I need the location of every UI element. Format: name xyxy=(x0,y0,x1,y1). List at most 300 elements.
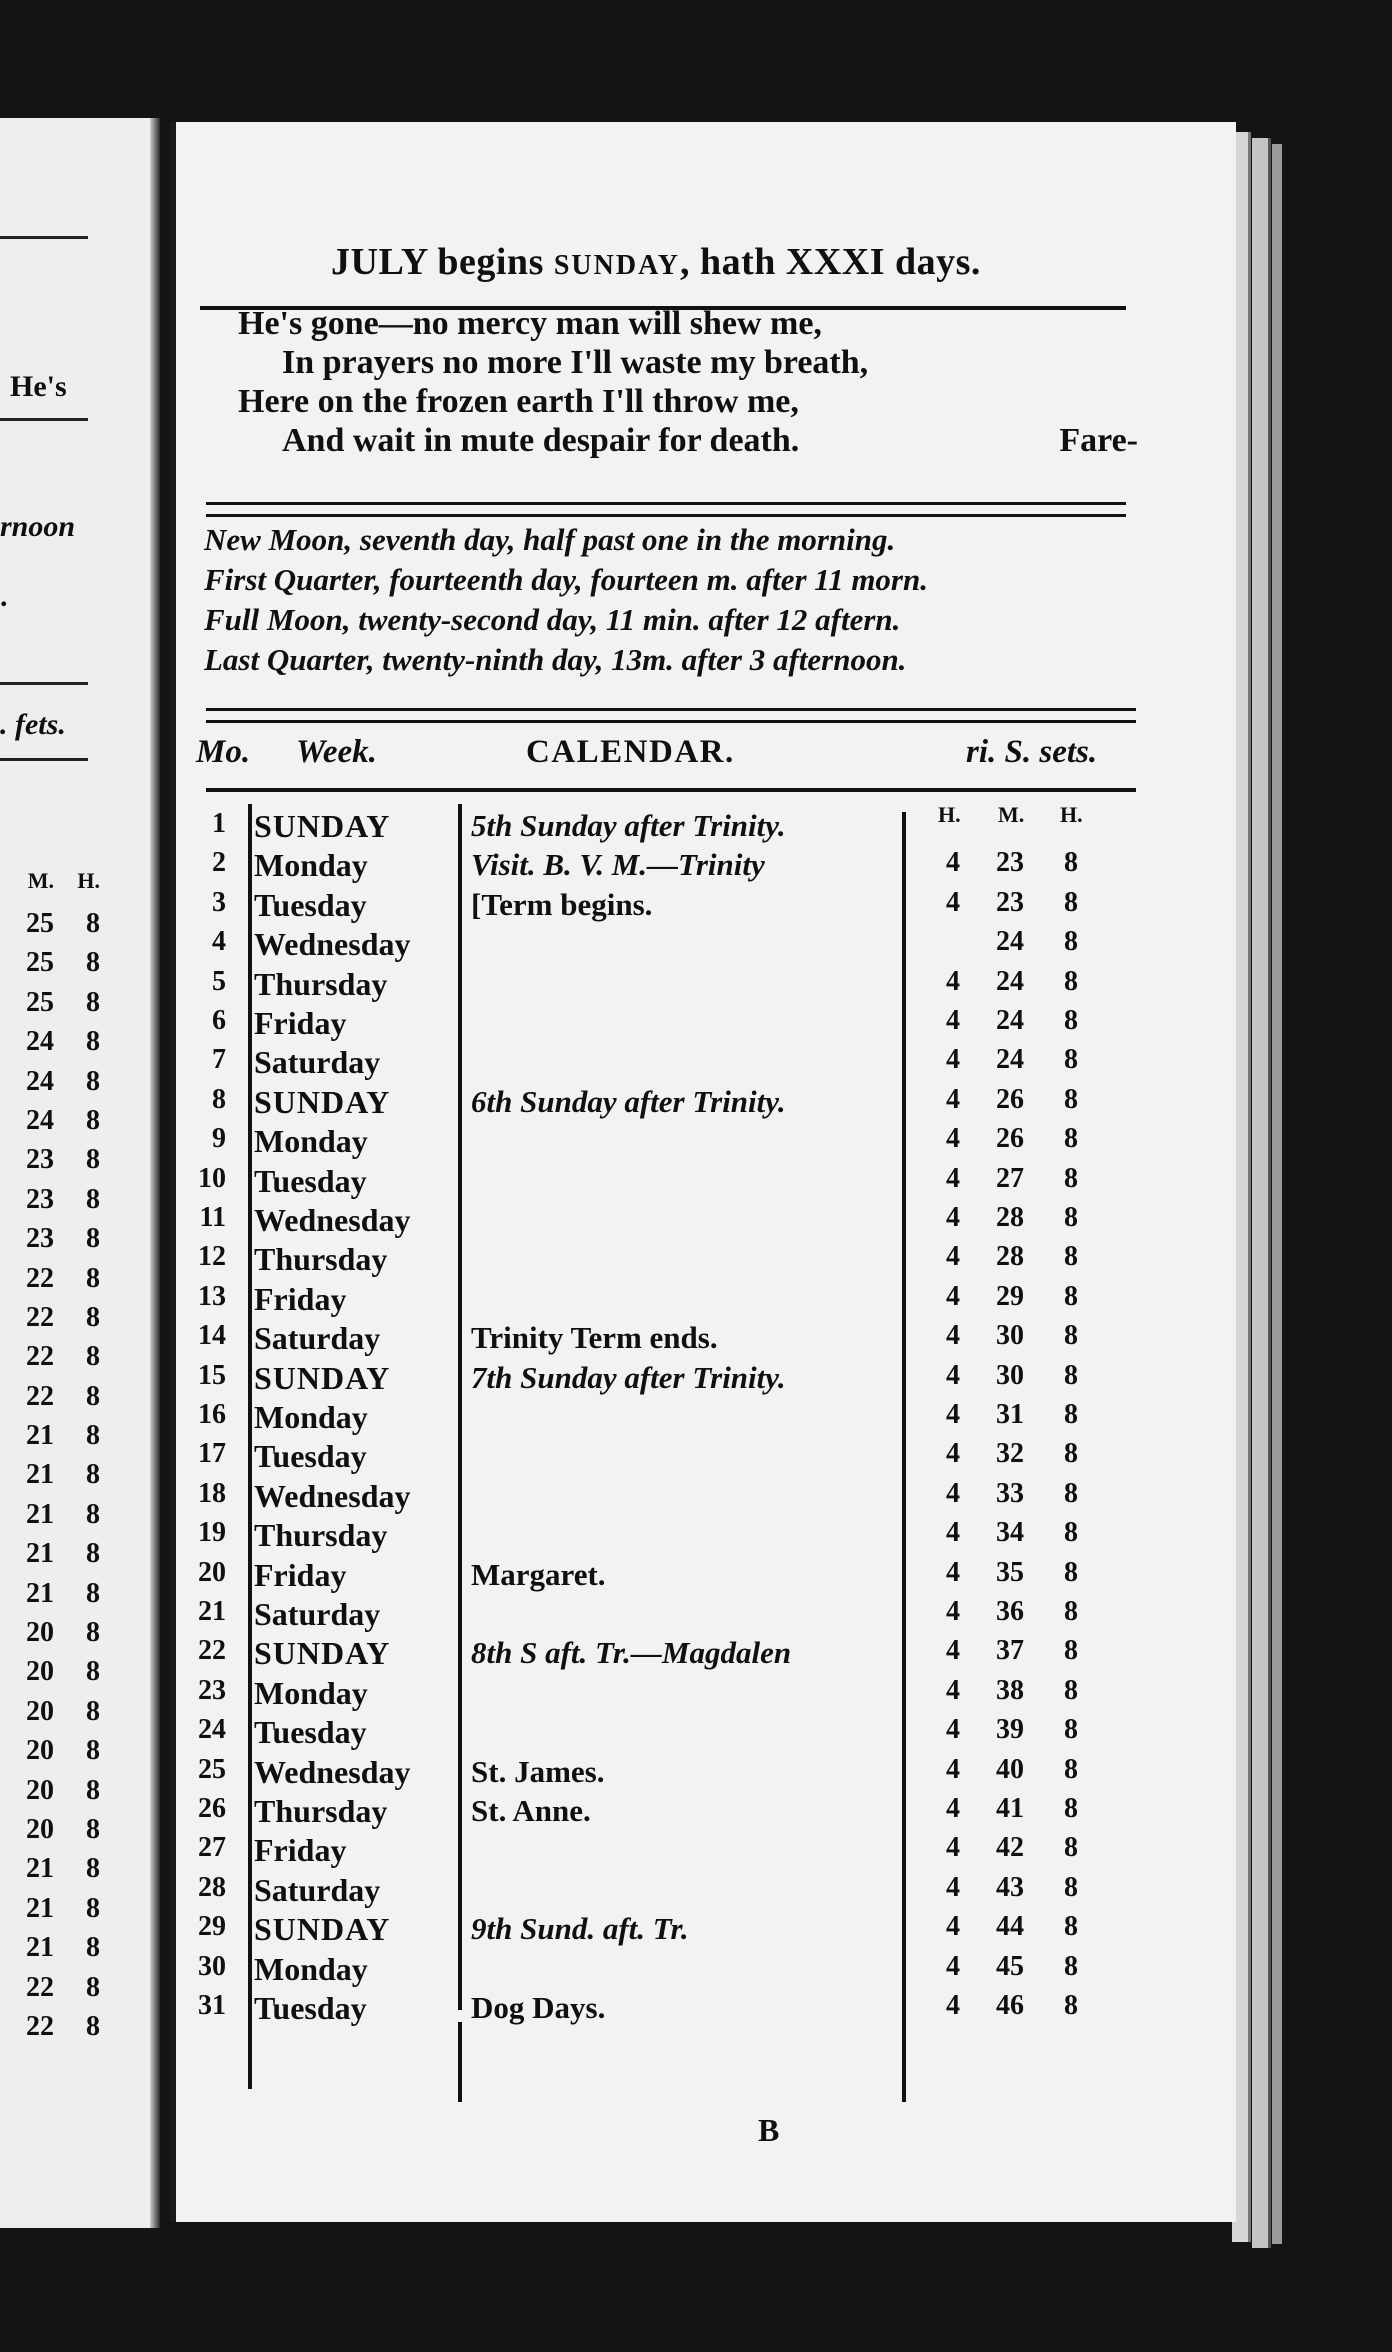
day-number: 12 xyxy=(198,1241,226,1273)
day-number: 13 xyxy=(198,1280,226,1312)
verse-rule xyxy=(206,502,1126,505)
calendar-row xyxy=(176,1793,1136,1832)
calendar-row xyxy=(176,1754,1136,1793)
left-row xyxy=(0,1420,100,1459)
sunset-hour-right: 8 xyxy=(1064,1202,1078,1233)
sunset-hour-right: 8 xyxy=(1064,1793,1078,1824)
left-row-hour: 8 xyxy=(86,947,100,979)
calendar-row xyxy=(176,1675,1136,1714)
weekday: SUNDAY xyxy=(254,1635,391,1672)
calendar-row xyxy=(176,847,1136,886)
sunset-hour-right: 8 xyxy=(1064,1320,1078,1352)
left-fragment-text: . fets. xyxy=(0,708,66,741)
left-row-minutes: 22 xyxy=(26,1341,54,1373)
left-row-hour: 8 xyxy=(86,2010,100,2042)
moon-phase-line: Full Moon, twenty-second day, 11 min. after 12 aftern. xyxy=(204,602,901,637)
calendar-row xyxy=(176,1320,1136,1359)
calendar-row xyxy=(176,1517,1136,1556)
calendar-row xyxy=(176,1399,1136,1438)
left-row-hour: 8 xyxy=(86,1262,100,1294)
weekday: Wednesday xyxy=(254,926,411,963)
title-part1: JULY begins xyxy=(331,241,554,283)
left-row xyxy=(0,1381,100,1420)
left-row-minutes: 20 xyxy=(26,1735,54,1767)
sunset-hour: 4 xyxy=(946,1517,960,1549)
weekday: Thursday xyxy=(254,1241,388,1278)
col-week: Week. xyxy=(296,734,377,770)
day-number: 4 xyxy=(212,926,226,958)
left-row-hour: 8 xyxy=(86,1695,100,1727)
left-row-hour: 8 xyxy=(86,1892,100,1924)
left-row-hour: 8 xyxy=(86,1420,100,1452)
left-row xyxy=(0,1735,100,1774)
sunset-hour: 4 xyxy=(946,1005,960,1036)
calendar-row xyxy=(176,1872,1136,1911)
sunset-hour-right: 8 xyxy=(1064,1990,1078,2021)
calendar-row xyxy=(176,1281,1136,1320)
sunset-minute: 46 xyxy=(996,1990,1024,2021)
left-row-hour: 8 xyxy=(86,1577,100,1609)
left-row-minutes: 21 xyxy=(26,1459,54,1491)
col-mo: Mo. xyxy=(196,734,251,770)
sunset-hour: 4 xyxy=(946,1399,960,1430)
left-row-minutes: 24 xyxy=(26,1026,54,1058)
sunset-minute: 30 xyxy=(996,1359,1024,1391)
sunset-hour-right: 8 xyxy=(1064,1674,1078,1706)
signature-mark: B xyxy=(758,2112,780,2148)
sunset-hour-right: 8 xyxy=(1064,1123,1078,1155)
left-row-hour: 8 xyxy=(86,1183,100,1215)
sunset-hour: 4 xyxy=(946,1793,960,1824)
moon-phase-line: New Moon, seventh day, half past one in the morning. xyxy=(204,522,896,557)
left-row xyxy=(0,987,100,1026)
sunset-hour-right: 8 xyxy=(1064,1438,1078,1470)
day-number: 28 xyxy=(198,1871,226,1903)
day-number: 23 xyxy=(198,1674,226,1706)
left-header-h: H. xyxy=(77,868,100,893)
weekday: Saturday xyxy=(254,1044,381,1081)
page-gutter-shadow xyxy=(150,118,160,2228)
left-sunset-column xyxy=(0,908,100,2050)
left-row xyxy=(0,947,100,986)
day-number: 21 xyxy=(198,1596,226,1627)
calendar-row xyxy=(176,1163,1136,1202)
sunset-hour: 4 xyxy=(946,1359,960,1391)
left-row xyxy=(0,1066,100,1105)
sunset-minute: 33 xyxy=(996,1477,1024,1509)
weekday: Friday xyxy=(254,1280,347,1317)
left-page-fragment xyxy=(0,118,160,2228)
sunset-minute: 23 xyxy=(996,886,1024,918)
left-row xyxy=(0,1026,100,1065)
sunset-minute: 38 xyxy=(996,1674,1024,1706)
calendar-row xyxy=(176,1832,1136,1871)
day-number: 10 xyxy=(198,1162,226,1194)
sunset-minute: 31 xyxy=(996,1399,1024,1430)
calendar-row xyxy=(176,1714,1136,1753)
weekday: Monday xyxy=(254,1123,368,1160)
calendar-row xyxy=(176,1596,1136,1635)
day-number: 7 xyxy=(212,1044,226,1076)
left-row xyxy=(0,1105,100,1144)
day-number: 16 xyxy=(198,1399,226,1430)
event: [Term begins. xyxy=(471,886,653,922)
sunset-hour-right: 8 xyxy=(1064,847,1078,879)
sunset-hour: 4 xyxy=(946,1714,960,1746)
weekday: Saturday xyxy=(254,1871,381,1908)
left-row-minutes: 22 xyxy=(26,1301,54,1333)
day-number: 9 xyxy=(212,1123,226,1155)
moon-phase-line: Last Quarter, twenty-ninth day, 13m. after 3 afternoon. xyxy=(204,642,907,677)
sunset-hour-right: 8 xyxy=(1064,1083,1078,1115)
event: 8th S aft. Tr.—Magdalen xyxy=(471,1635,792,1671)
left-row xyxy=(0,1853,100,1892)
left-row-hour: 8 xyxy=(86,1065,100,1097)
moon-phase-line: First Quarter, fourteenth day, fourteen m. after 11 morn. xyxy=(204,562,928,597)
left-fragment-text: . xyxy=(0,580,8,613)
sunset-hour: 4 xyxy=(946,1162,960,1194)
day-number: 1 xyxy=(212,808,226,839)
left-rule xyxy=(0,682,88,685)
left-row-minutes: 24 xyxy=(26,1065,54,1097)
sunset-minute: 43 xyxy=(996,1871,1024,1903)
moon-rule xyxy=(206,720,1136,723)
left-rule xyxy=(0,758,88,761)
left-row xyxy=(0,1617,100,1656)
day-number: 2 xyxy=(212,847,226,879)
sunset-hour-right: 8 xyxy=(1064,1359,1078,1391)
left-row xyxy=(0,1972,100,2011)
left-row-minutes: 21 xyxy=(26,1932,54,1964)
sunset-minute: 23 xyxy=(996,847,1024,879)
left-row-hour: 8 xyxy=(86,1774,100,1806)
sunset-minute: 24 xyxy=(996,926,1024,958)
weekday: Saturday xyxy=(254,1320,381,1357)
left-row-minutes: 25 xyxy=(26,986,54,1018)
sunset-hour-right: 8 xyxy=(1064,1477,1078,1509)
sunset-hour-right: 8 xyxy=(1064,1241,1078,1273)
left-row-minutes: 25 xyxy=(26,947,54,979)
calendar-row xyxy=(176,1123,1136,1162)
calendar-row xyxy=(176,1438,1136,1477)
sunset-hour: 4 xyxy=(946,1320,960,1352)
weekday: Friday xyxy=(254,1005,347,1041)
verse-line: He's gone—no mercy man will shew me, xyxy=(238,305,822,342)
left-row-minutes: 20 xyxy=(26,1774,54,1806)
day-number: 27 xyxy=(198,1832,226,1864)
sub-m: M. xyxy=(998,802,1025,827)
sunset-hour-right: 8 xyxy=(1064,1950,1078,1982)
left-row-minutes: 22 xyxy=(26,2010,54,2042)
weekday: SUNDAY xyxy=(254,1083,391,1120)
sunset-minute: 24 xyxy=(996,1005,1024,1036)
event: Dog Days. xyxy=(471,1990,606,2025)
sunset-minute: 44 xyxy=(996,1911,1024,1943)
left-row-minutes: 21 xyxy=(26,1577,54,1609)
sub-h1: H. xyxy=(938,802,961,827)
sunset-hour-right: 8 xyxy=(1064,1832,1078,1864)
weekday: Wednesday xyxy=(254,1202,411,1238)
left-row xyxy=(0,1775,100,1814)
sunset-minute: 24 xyxy=(996,965,1024,997)
sunset-minute: 26 xyxy=(996,1123,1024,1155)
day-number: 15 xyxy=(198,1359,226,1391)
left-row-hour: 8 xyxy=(86,1144,100,1176)
day-number: 17 xyxy=(198,1438,226,1470)
left-row xyxy=(0,1932,100,1971)
left-row xyxy=(0,1893,100,1932)
sub-h2: H. xyxy=(1060,802,1083,827)
sunset-hour-right: 8 xyxy=(1064,926,1078,958)
sunset-minute: 41 xyxy=(996,1793,1024,1824)
left-row-minutes: 20 xyxy=(26,1813,54,1845)
event: 5th Sunday after Trinity. xyxy=(471,808,786,843)
left-row xyxy=(0,908,100,947)
left-row xyxy=(0,1499,100,1538)
left-row-minutes: 20 xyxy=(26,1617,54,1649)
weekday: Monday xyxy=(254,1674,368,1711)
event: Trinity Term ends. xyxy=(471,1320,718,1356)
sunset-hour: 4 xyxy=(946,1753,960,1785)
left-row-minutes: 21 xyxy=(26,1892,54,1924)
sunset-hour-right: 8 xyxy=(1064,1005,1078,1036)
left-row-minutes: 21 xyxy=(26,1420,54,1452)
calendar-row xyxy=(176,1202,1136,1241)
sunset-hour: 4 xyxy=(946,1083,960,1115)
moon-rule xyxy=(206,708,1136,711)
weekday: Monday xyxy=(254,847,368,884)
left-row xyxy=(0,1223,100,1262)
sunset-minute: 36 xyxy=(996,1596,1024,1627)
calendar-row xyxy=(176,966,1136,1005)
sunset-hour-right: 8 xyxy=(1064,1871,1078,1903)
weekday: Monday xyxy=(254,1399,368,1435)
column-divider xyxy=(458,2022,462,2102)
event: Margaret. xyxy=(471,1556,606,1592)
day-number: 11 xyxy=(199,1202,226,1233)
sunset-minute: 26 xyxy=(996,1083,1024,1115)
left-row-minutes: 21 xyxy=(26,1538,54,1570)
sunset-hour-right: 8 xyxy=(1064,886,1078,918)
sunset-hour-right: 8 xyxy=(1064,965,1078,997)
sunset-hour-right: 8 xyxy=(1064,1517,1078,1549)
left-row xyxy=(0,1696,100,1735)
sunset-hour: 4 xyxy=(946,1911,960,1943)
calendar-row xyxy=(176,1478,1136,1517)
day-number: 25 xyxy=(198,1753,226,1785)
sunset-hour: 4 xyxy=(946,1280,960,1312)
sunset-minute: 34 xyxy=(996,1517,1024,1549)
day-number: 8 xyxy=(212,1083,226,1115)
left-row-minutes: 25 xyxy=(26,908,54,939)
calendar-row xyxy=(176,1635,1136,1674)
left-row-hour: 8 xyxy=(86,986,100,1018)
left-row xyxy=(0,1341,100,1380)
day-number: 24 xyxy=(198,1714,226,1746)
sunset-hour: 4 xyxy=(946,1202,960,1233)
weekday: SUNDAY xyxy=(254,1911,391,1948)
calendar-row xyxy=(176,1084,1136,1123)
calendar-row xyxy=(176,1005,1136,1044)
left-fragment-text: He's xyxy=(10,370,67,403)
catchword: Fare- xyxy=(1059,422,1138,459)
weekday: Tuesday xyxy=(254,886,367,923)
sunset-hour: 4 xyxy=(946,1241,960,1273)
event: St. James. xyxy=(471,1753,605,1789)
page-edge xyxy=(1252,138,1271,2248)
left-row-hour: 8 xyxy=(86,1104,100,1136)
event: 7th Sunday after Trinity. xyxy=(471,1359,786,1395)
calendar-page xyxy=(170,122,1236,2222)
sunset-hour: 4 xyxy=(946,1556,960,1588)
calendar-row xyxy=(176,887,1136,926)
left-row xyxy=(0,1459,100,1498)
sunset-minute: 42 xyxy=(996,1832,1024,1864)
day-number: 5 xyxy=(212,965,226,997)
weekday: Tuesday xyxy=(254,1162,367,1199)
left-row-minutes: 23 xyxy=(26,1183,54,1215)
calendar-row xyxy=(176,808,1136,847)
header-rule xyxy=(206,788,1136,792)
left-row-hour: 8 xyxy=(86,1656,100,1688)
moon-phases xyxy=(204,520,1164,680)
left-row xyxy=(0,1263,100,1302)
sunset-hour: 4 xyxy=(946,1635,960,1667)
sunset-hour: 4 xyxy=(946,965,960,997)
sunset-hour: 4 xyxy=(946,1674,960,1706)
sunset-minute: 32 xyxy=(996,1438,1024,1470)
calendar-row xyxy=(176,1557,1136,1596)
sunset-hour-right: 8 xyxy=(1064,1753,1078,1785)
left-row-hour: 8 xyxy=(86,1538,100,1570)
calendar-row xyxy=(176,1360,1136,1399)
left-row xyxy=(0,1302,100,1341)
left-row-hour: 8 xyxy=(86,1498,100,1530)
left-row-hour: 8 xyxy=(86,1223,100,1255)
sunset-hour-right: 8 xyxy=(1064,1911,1078,1943)
left-row-hour: 8 xyxy=(86,1026,100,1058)
left-row-hour: 8 xyxy=(86,1932,100,1964)
sunset-hour: 4 xyxy=(946,1123,960,1155)
left-row-minutes: 20 xyxy=(26,1695,54,1727)
page-edge xyxy=(1272,144,1282,2244)
sunset-hour: 4 xyxy=(946,1044,960,1076)
day-number: 31 xyxy=(198,1990,226,2021)
calendar-row xyxy=(176,1241,1136,1280)
verse-line: And wait in mute despair for death. xyxy=(282,422,800,459)
left-row-hour: 8 xyxy=(86,1617,100,1649)
verse-line: Here on the frozen earth I'll throw me, xyxy=(238,383,799,420)
sunset-minute: 45 xyxy=(996,1950,1024,1982)
left-row-hour: 8 xyxy=(86,1380,100,1412)
sunset-hour-right: 8 xyxy=(1064,1044,1078,1076)
title-day: SUNDAY xyxy=(553,250,680,281)
calendar-row xyxy=(176,1911,1136,1950)
calendar-row xyxy=(176,926,1136,965)
sunset-hour: 4 xyxy=(946,1438,960,1470)
day-number: 30 xyxy=(198,1950,226,1982)
sunset-hour-right: 8 xyxy=(1064,1635,1078,1667)
sunset-minute: 24 xyxy=(996,1044,1024,1076)
left-row-hour: 8 xyxy=(86,1971,100,2003)
left-row-minutes: 21 xyxy=(26,1498,54,1530)
left-row xyxy=(0,1144,100,1183)
weekday: Saturday xyxy=(254,1596,381,1632)
weekday: Monday xyxy=(254,1950,368,1987)
sunset-minute: 27 xyxy=(996,1162,1024,1194)
day-number: 19 xyxy=(198,1517,226,1549)
left-row-hour: 8 xyxy=(86,1301,100,1333)
left-row-hour: 8 xyxy=(86,1735,100,1767)
event: 9th Sund. aft. Tr. xyxy=(471,1911,689,1947)
sunset-hour: 4 xyxy=(946,1596,960,1627)
day-number: 14 xyxy=(198,1320,226,1352)
left-row xyxy=(0,2011,100,2050)
sunset-hour-right: 8 xyxy=(1064,1162,1078,1194)
left-row-minutes: 22 xyxy=(26,1971,54,2003)
left-rule xyxy=(0,418,88,421)
month-title xyxy=(176,240,1136,284)
weekday: SUNDAY xyxy=(254,1359,391,1396)
left-row-minutes: 22 xyxy=(26,1380,54,1412)
left-row-minutes: 20 xyxy=(26,1656,54,1688)
sunset-hour-right: 8 xyxy=(1064,1556,1078,1588)
verse-rule xyxy=(206,514,1126,517)
sunset-hour: 4 xyxy=(946,1990,960,2021)
event: Visit. B. V. M.—Trinity xyxy=(471,847,765,883)
day-number: 22 xyxy=(198,1635,226,1667)
weekday: Thursday xyxy=(254,1793,388,1829)
sunset-minute: 29 xyxy=(996,1280,1024,1312)
sunset-hour-right: 8 xyxy=(1064,1596,1078,1627)
event: St. Anne. xyxy=(471,1793,591,1828)
left-row-minutes: 22 xyxy=(26,1262,54,1294)
sunset-minute: 28 xyxy=(996,1241,1024,1273)
left-row xyxy=(0,1814,100,1853)
sunset-hour: 4 xyxy=(946,1950,960,1982)
left-row-hour: 8 xyxy=(86,1341,100,1373)
weekday: Thursday xyxy=(254,1517,388,1554)
weekday: SUNDAY xyxy=(254,808,391,844)
sunset-minute: 28 xyxy=(996,1202,1024,1233)
day-number: 29 xyxy=(198,1911,226,1943)
weekday: Tuesday xyxy=(254,1438,367,1475)
event: 6th Sunday after Trinity. xyxy=(471,1083,786,1119)
left-row xyxy=(0,1184,100,1223)
weekday: Friday xyxy=(254,1832,347,1869)
sunset-hour: 4 xyxy=(946,1832,960,1864)
weekday: Wednesday xyxy=(254,1753,411,1790)
day-number: 3 xyxy=(212,886,226,918)
sunset-minute: 39 xyxy=(996,1714,1024,1746)
left-rule xyxy=(0,236,88,239)
left-row-minutes: 23 xyxy=(26,1144,54,1176)
weekday: Friday xyxy=(254,1556,347,1593)
sunset-hour: 4 xyxy=(946,886,960,918)
weekday: Wednesday xyxy=(254,1477,411,1514)
calendar-row xyxy=(176,1951,1136,1990)
sunset-hour-right: 8 xyxy=(1064,1399,1078,1430)
sunset-hour: 4 xyxy=(946,1477,960,1509)
left-row-minutes: 24 xyxy=(26,1104,54,1136)
sunset-hour-right: 8 xyxy=(1064,1280,1078,1312)
col-rises-sets: ri. S. sets. xyxy=(966,734,1098,770)
left-column-header xyxy=(0,868,100,907)
left-fragment-text: rnoon xyxy=(0,510,76,543)
sunset-minute: 40 xyxy=(996,1753,1024,1785)
left-header-m: M. xyxy=(27,868,54,893)
verse-line: In prayers no more I'll waste my breath, xyxy=(282,344,869,381)
